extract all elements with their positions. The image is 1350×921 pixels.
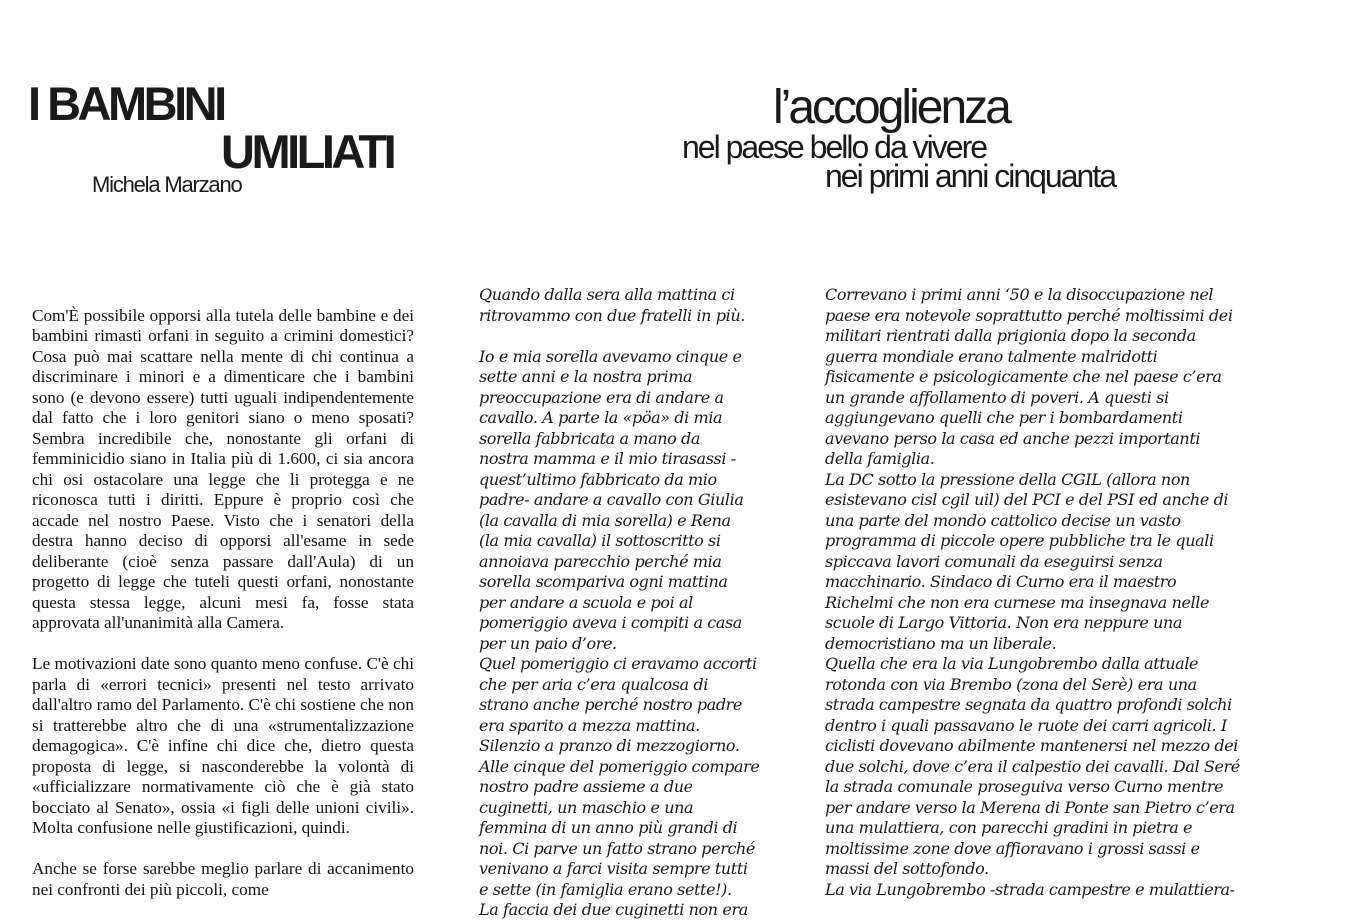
middle-story-column	[479, 285, 809, 921]
right-column-line: spiccava lavori comunali da eseguirsi senza	[825, 551, 1163, 571]
right-column-line: dentro i quali passavano le ruote dei carri agricoli. I	[825, 715, 1227, 735]
middle-column-line: strano anche perché nostro padre	[479, 695, 742, 714]
middle-column-line: Alle cinque del pomeriggio compare	[479, 756, 760, 776]
middle-column-line: sorella fabbricata a mano da	[479, 428, 701, 448]
middle-column-line: Silenzio a pranzo di mezzogiorno.	[479, 736, 740, 755]
middle-column-line: nostro padre assieme a due	[479, 777, 693, 796]
right-column-line: militari rientrati dalla prigionia dopo la seconda	[825, 326, 1196, 345]
middle-column-line: Io e mia sorella avevamo cinque e	[479, 346, 742, 366]
right-column-line: rotonda con via Brembo (zona del Serè) era una	[825, 674, 1197, 694]
middle-column-line: per andare a scuola e poi al	[479, 592, 693, 612]
right-column-line: Quella che era la via Lungobrembo dalla attuale	[825, 654, 1199, 673]
right-column-line: della famiglia.	[825, 449, 935, 468]
middle-column-line: ritrovammo con due fratelli in più.	[479, 305, 745, 325]
middle-column-line: nostra mamma e il mio tirasassi -	[479, 449, 736, 468]
middle-column-line: venivano a farci visita sempre tutti	[479, 859, 748, 878]
middle-column-line: (la mia cavalla) il sottoscritto si	[479, 531, 721, 550]
middle-column-line: sorella scompariva ogni mattina	[479, 572, 728, 591]
left-article-paragraph: Anche se forse sarebbe meglio parlare di accanimento nei confronti dei più piccoli, come	[32, 859, 414, 899]
middle-column-line: cavallo. A parte la «pöa» di mia	[479, 408, 723, 427]
middle-column-line: (la cavalla di mia sorella) e Rena	[479, 510, 731, 530]
left-article-paragraph: Le motivazioni date sono quanto meno confuse. C'è chi parla di «errori tecnici» presenti nel testo arrivato dall'altro ramo del Parlamento. C'è chi sostiene che non si tratterebbe altro che di una «strumentalizzazione demagogica». C'è infine chi dice che, dietro questa proposta di legge, si nasconderebbe la volontà di «ufficializzare normativamente ciò che è già stato bocciato al Senato», ossia «i figli delle unioni civili». Molta confusione nelle giustificazioni, quindi.	[32, 654, 414, 837]
middle-column-line: La faccia dei due cuginetti non era	[479, 900, 748, 919]
right-column-line: una parte del mondo cattolico decise un vasto	[825, 510, 1181, 530]
left-article-paragraph: Com'È possibile opporsi alla tutela delle bambine e dei bambini rimasti orfani in seguito a crimini domestici? Cosa può mai scattare nella mente di chi continua a discriminare i minori e a dimenticare che i bambini sono (e devono essere) tutti uguali indipendentemente dal fatto che i loro genitori siano o meno sposati? Sembra incredibile che, nonostante gli orfani di femminicidio siano in Italia più di 1.600, ci sia ancora chi osi ostacolare una legge che li protegga e ne riconosca tutti i diritti. Eppure è proprio così che accade nel nostro Paese. Visto che i senatori della destra hanno deciso di opporsi all'esame in sede deliberante (cioè senza passare dall'Aula) di un progetto di legge che tuteli questi orfani, nonostante questa stessa legge, alcuni mesi fa, fosse stata approvata all'unanimità alla Camera.	[32, 305, 414, 632]
article-title-line-1: I BAMBINI	[28, 77, 224, 130]
right-column-line: la strada comunale proseguiva verso Curno mentre	[825, 777, 1224, 796]
middle-column-line: Quel pomeriggio ci eravamo accorti	[479, 654, 757, 673]
right-column-line: La DC sotto la pressione della CGIL (allora non	[825, 469, 1190, 489]
left-article-column	[32, 285, 414, 921]
right-column-line: fisicamente e psicologicamente che nel paese c’era	[825, 367, 1222, 386]
middle-column-line: e sette (in famiglia erano sette!).	[479, 879, 732, 899]
middle-column-line: per un paio d’ore.	[479, 633, 617, 653]
middle-column-line: noi. Ci parve un fatto strano perché	[479, 838, 755, 858]
story-subtitle-line-1: nel paese bello da vivere	[682, 129, 987, 165]
middle-column-line: preoccupazione era di andare a	[479, 387, 724, 407]
right-column-line: avevano perso la casa ed anche pezzi importanti	[825, 428, 1201, 448]
right-column-line: La via Lungobrembo -strada campestre e mulattiera-	[825, 879, 1235, 899]
right-column-line: una mulattiera, con parecchi gradini in pietra e	[825, 818, 1193, 837]
middle-column-line: femmina di un anno più grandi di	[479, 818, 738, 837]
right-column-line: ciclisti dovevano abilmente mantenersi nel mezzo dei	[825, 736, 1239, 755]
middle-column-line: Quando dalla sera alla mattina ci	[479, 285, 735, 304]
right-story-column	[825, 285, 1330, 900]
middle-column-line: annoiava parecchio perché mia	[479, 551, 722, 571]
middle-column-line	[479, 326, 809, 347]
middle-column-line: era sparito a mezza mattina.	[479, 715, 700, 735]
right-column-line: un grande affollamento di poveri. A questi si	[825, 387, 1169, 407]
middle-column-line: sette anni e la nostra prima	[479, 367, 693, 386]
right-column-line: guerra mondiale erano talmente malridotti	[825, 346, 1158, 366]
right-column-line: macchinario. Sindaco di Curno era il maestro	[825, 572, 1177, 591]
middle-column-line: quest’ultimo fabbricato da mio	[479, 469, 717, 489]
middle-column-line: cuginetti, un maschio e una	[479, 797, 694, 817]
right-column-line: due solchi, dove c’era il calpestio dei cavalli. Dal Seré	[825, 756, 1240, 776]
article-title	[28, 77, 394, 178]
right-column-line: scuole di Largo Vittoria. Non era neppure una	[825, 613, 1183, 632]
right-column-line: programma di piccole opere pubbliche tra le quali	[825, 531, 1214, 550]
right-column-line: esistevano cisl cgil uil) del PCI e del PSI ed anche di	[825, 490, 1229, 509]
middle-column-line: che per aria c’era qualcosa di	[479, 674, 708, 694]
story-subtitle-line-2: nei primi anni cinquanta	[825, 158, 1115, 194]
story-title: l’accoglienza	[773, 81, 1009, 134]
right-column-line: strada campestre segnata da quattro profondi solchi	[825, 695, 1232, 714]
author-name: Michela Marzano	[92, 172, 242, 197]
right-column-line: aggiungevano quelli che per i bombardamenti	[825, 408, 1183, 427]
right-column-line: Correvano i primi anni ‘50 e la disoccupazione nel	[825, 285, 1214, 304]
right-column-line: per andare verso la Merena di Ponte san Pietro c’era	[825, 797, 1235, 817]
right-column-line: democristiano ma un liberale.	[825, 633, 1057, 653]
right-column-line: Richelmi che non era curnese ma insegnava nelle	[825, 592, 1210, 612]
right-column-line: massi del sottofondo.	[825, 859, 989, 878]
right-column-line: paese era notevole soprattutto perché moltissimi dei	[825, 305, 1233, 325]
article-title-line-2: UMILIATI	[221, 125, 394, 178]
right-column-line: moltissime zone dove affioravano i grossi sassi e	[825, 838, 1200, 858]
middle-column-line: padre- andare a cavallo con Giulia	[479, 490, 744, 509]
middle-column-line: pomeriggio aveva i compiti a casa	[479, 613, 742, 632]
